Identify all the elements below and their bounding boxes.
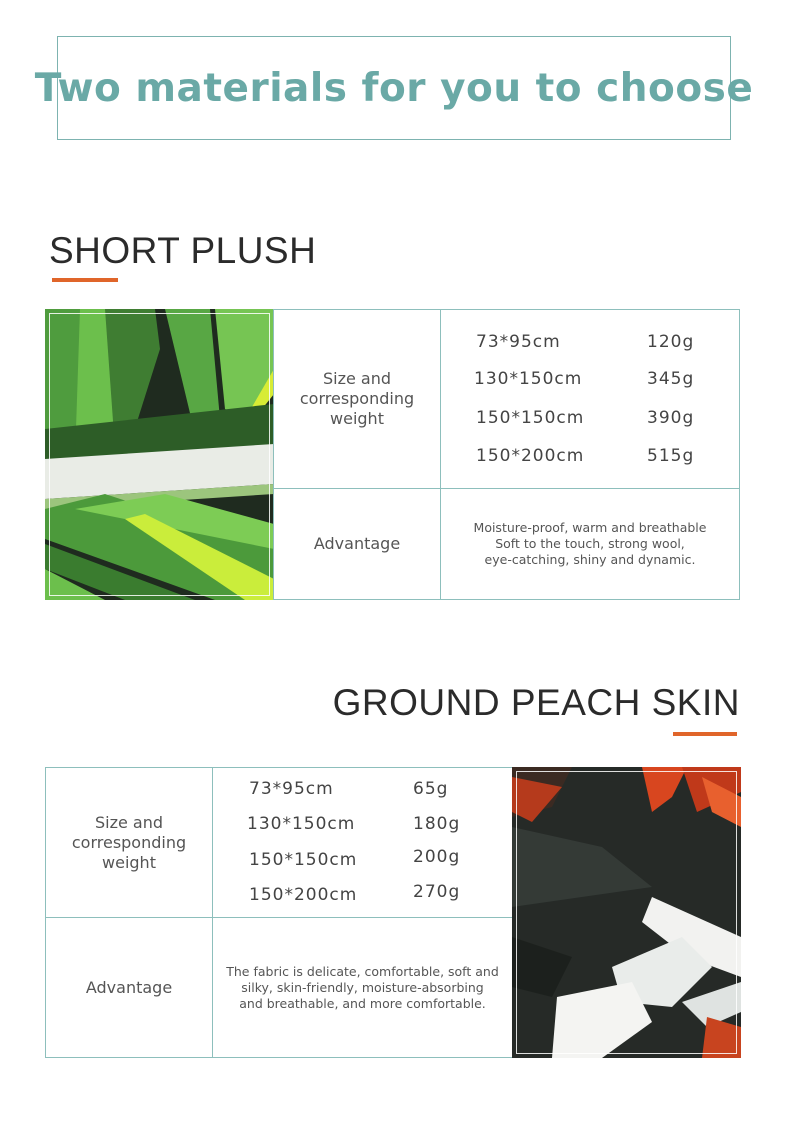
plush-advantage-line2: Soft to the touch, strong wool, [495,536,685,551]
short-plush-underline [52,278,118,282]
peach-size-3: 150*150cm [249,850,358,870]
plush-size-label-line3: weight [330,409,384,428]
plush-weight-2: 345g [647,369,695,389]
peach-advantage-line1: The fabric is delicate, comfortable, soft and [226,963,499,979]
plush-size-1: 73*95cm [476,332,561,352]
plush-size-3: 150*150cm [476,408,585,428]
peach-size-4: 150*200cm [249,885,358,905]
peach-skin-underline [673,732,737,736]
peach-fabric-photo [512,767,741,1058]
peach-size-label-line3: weight [102,852,156,872]
plush-weight-3: 390g [647,408,695,428]
peach-weight-2: 180g [413,814,461,834]
peach-weight-1: 65g [413,779,449,799]
peach-advantage-line2: silky, skin-friendly, moisture-absorbing [241,979,484,995]
title-banner [34,36,754,140]
peach-skin-heading: GROUND PEACH SKIN [332,682,740,723]
peach-size-1: 73*95cm [249,779,334,799]
peach-advantage-label: Advantage [85,977,173,997]
plush-advantage-label-cell [274,489,440,599]
peach-advantage-line3: and breathable, and more comfortable. [239,995,486,1011]
peach-weight-4: 270g [413,882,461,902]
peach-size-label-cell [46,768,212,917]
plush-size-2: 130*150cm [474,369,583,389]
short-plush-table [273,309,740,600]
peach-advantage-label-cell [46,918,212,1057]
plush-advantage-line1: Moisture-proof, warm and breathable [473,520,707,535]
plush-size-label-cell [274,310,440,488]
page-title: Two materials for you to choose [34,65,754,111]
plush-weight-1: 120g [647,332,695,352]
plush-size-label-line2: corresponding [299,389,415,408]
plush-advantage-text-cell [441,489,739,599]
peach-size-2: 130*150cm [247,814,356,834]
plush-weight-4: 515g [647,446,695,466]
plush-fabric-photo [45,309,274,600]
peach-skin-table [45,767,513,1058]
peach-size-label-line1: Size and [94,812,164,832]
plush-advantage-line3: eye-catching, shiny and dynamic. [484,552,696,567]
plush-size-4: 150*200cm [476,446,585,466]
peach-size-label-line2: corresponding [71,832,187,852]
peach-weight-3: 200g [413,847,461,867]
peach-advantage-text-cell [213,918,512,1057]
short-plush-heading: SHORT PLUSH [49,230,317,271]
plush-size-label-line1: Size and [322,369,392,388]
plush-advantage-label: Advantage [313,534,401,553]
